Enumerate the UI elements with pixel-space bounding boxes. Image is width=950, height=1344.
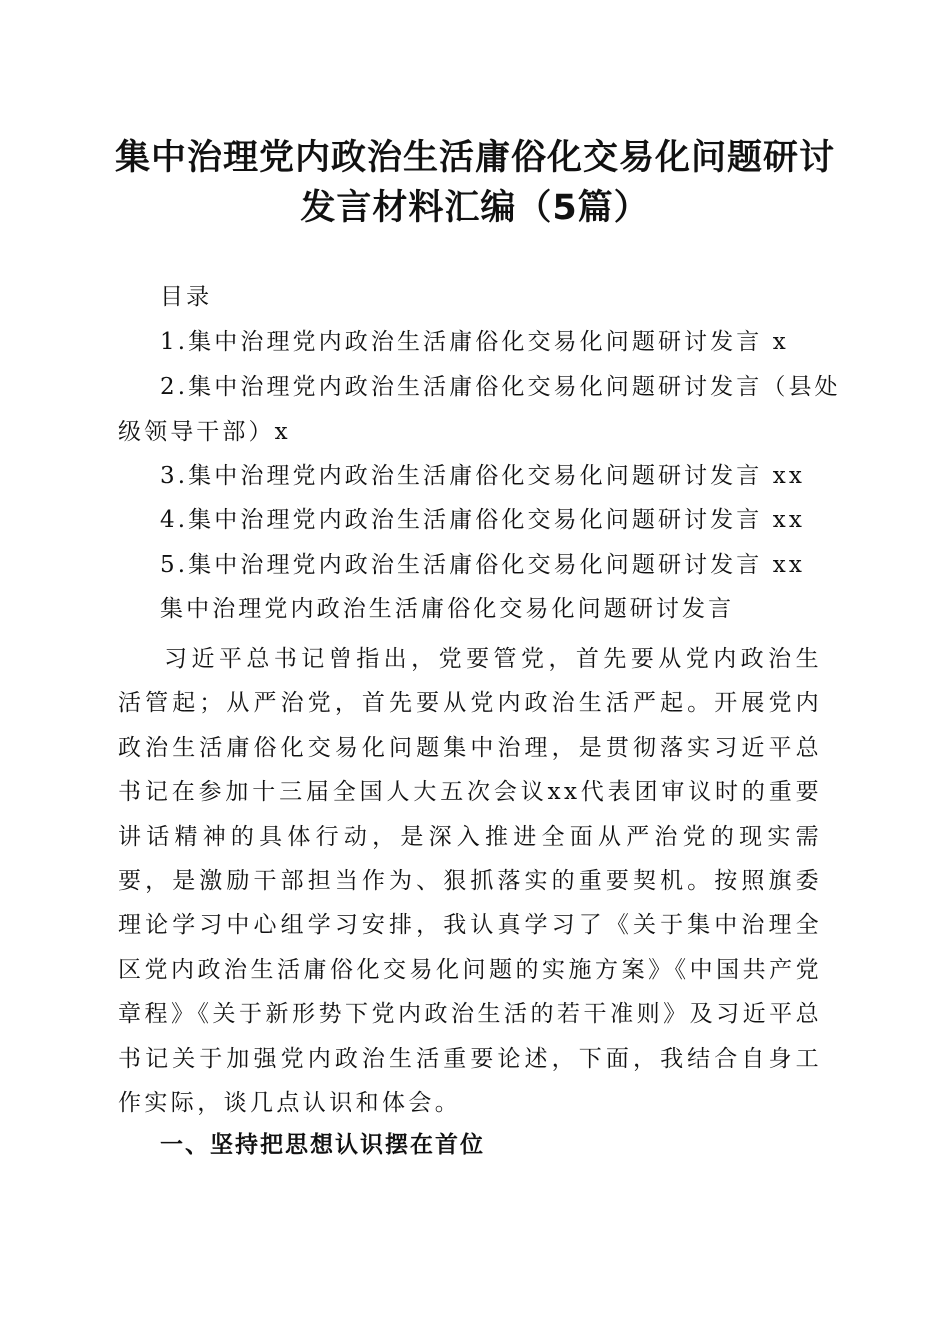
toc-item-continuation: 级领导干部）x — [118, 419, 291, 445]
document-title-line-1: 集中治理党内政治生活庸俗化交易化问题研讨 — [114, 138, 835, 178]
toc-item: 3.集中治理党内政治生活庸俗化交易化问题研讨发言 xx — [160, 463, 805, 489]
heading-1: 一、坚持把思想认识摆在首位 — [160, 1132, 485, 1158]
toc-heading: 目录 — [160, 284, 213, 310]
toc-item: 5.集中治理党内政治生活庸俗化交易化问题研讨发言 xx — [160, 552, 805, 578]
toc-item: 1.集中治理党内政治生活庸俗化交易化问题研讨发言 x — [160, 329, 789, 355]
toc-item: 4.集中治理党内政治生活庸俗化交易化问题研讨发言 xx — [160, 507, 805, 533]
section-title: 集中治理党内政治生活庸俗化交易化问题研讨发言 — [160, 596, 735, 622]
body-paragraph: 习近平总书记曾指出，党要管党，首先要从党内政治生活管起；从严治党，首先要从党内政治生活严起。开展党内政治生活庸俗化交易化问题集中治理，是贯彻落实习近平总书记在参加十三届全国人大五次会议xx代表团审议时的重要讲话精神的具体行动，是深入推进全面从严治党的现实需要，是激励干部担当作为、狠抓落实的重要契机。按照旗委理论学习中心组学习安排，我认真学习了《关于集中治理全区党内政治生活庸俗化交易化问题的实施方案》《中国共产党章程》《关于新形势下党内政治生活的若干准则》及习近平总书记关于加强党内政治生活重要论述，下面，我结合自身工作实际，谈几点认识和体会。 — [118, 646, 822, 1117]
document-title-line-2: 发言材料汇编（5篇） — [300, 188, 650, 228]
toc-item: 2.集中治理党内政治生活庸俗化交易化问题研讨发言（县处 — [160, 374, 841, 400]
